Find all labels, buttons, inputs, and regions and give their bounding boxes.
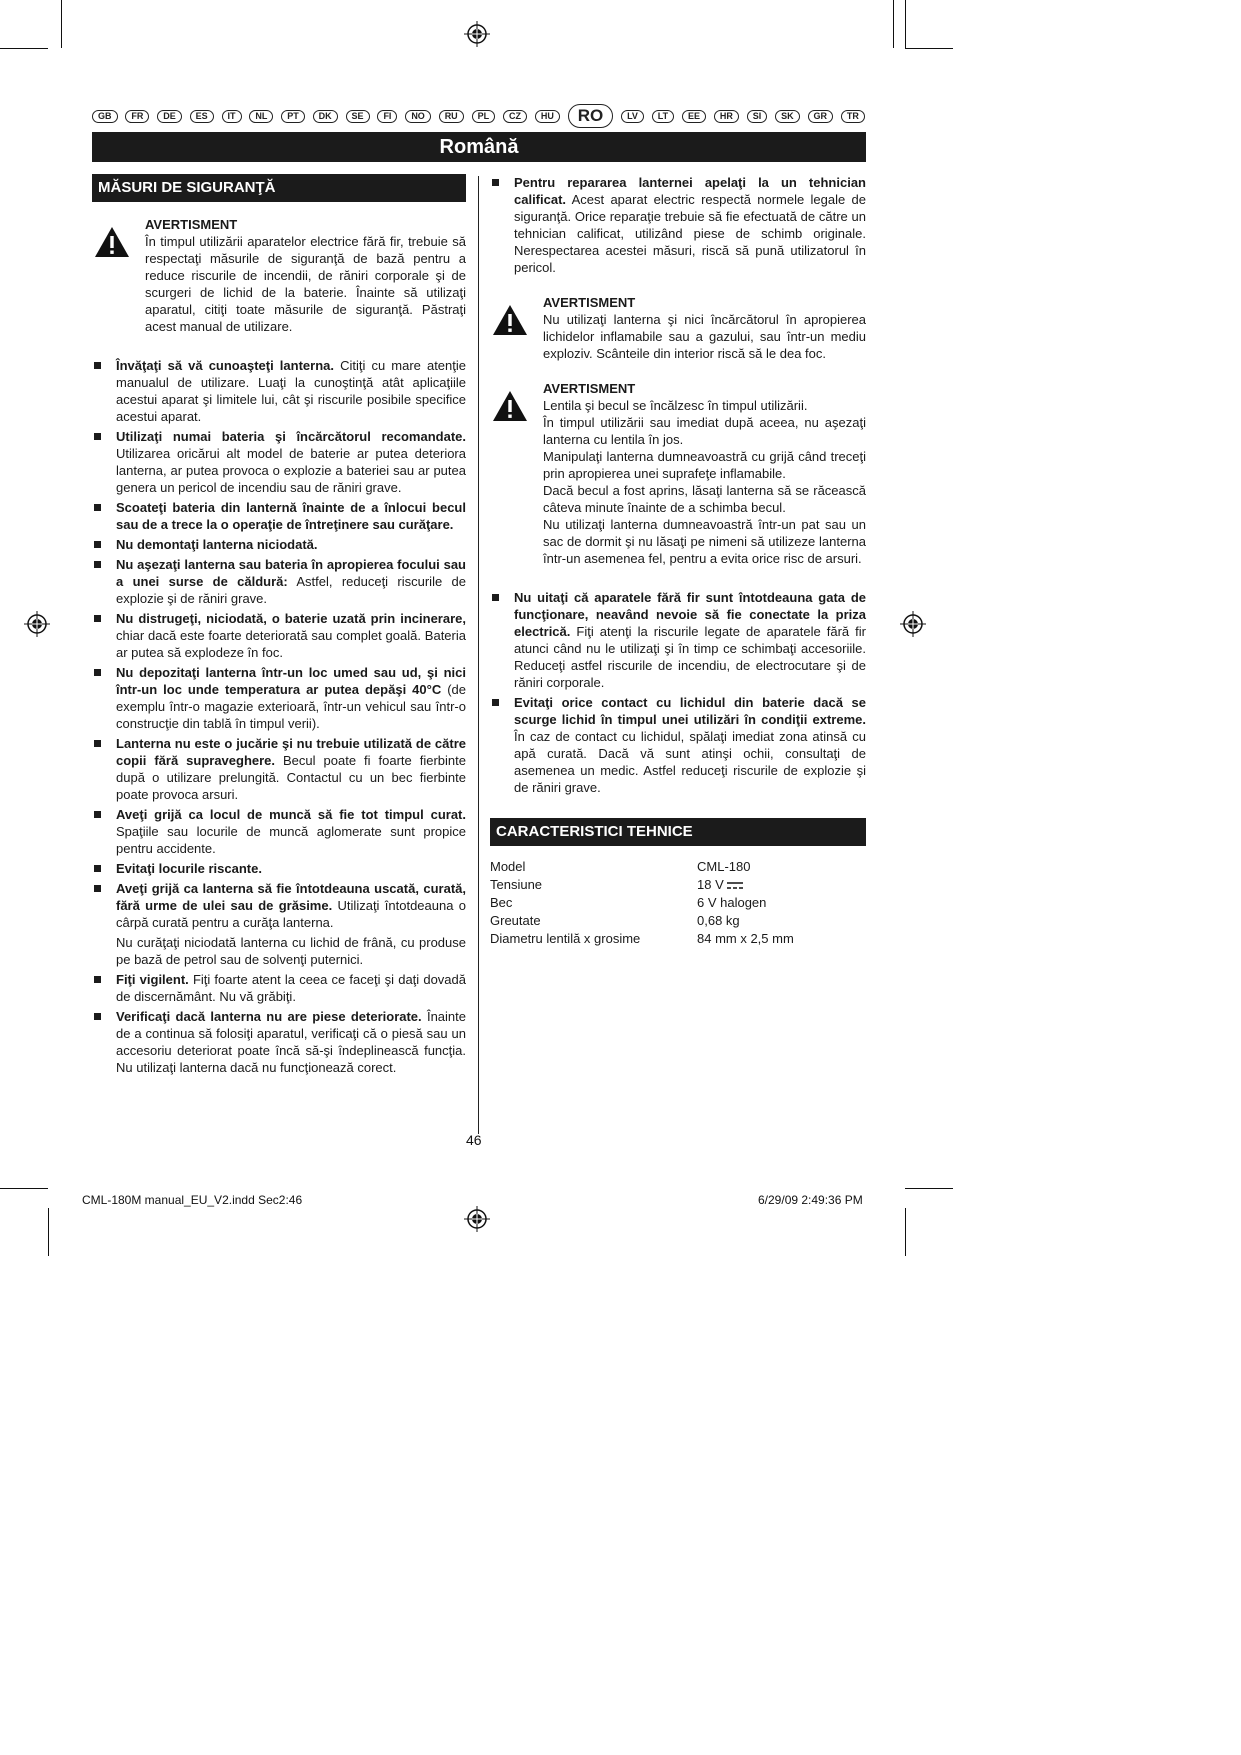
item-bold: Nu demontaţi lanterna niciodată. [116,537,318,552]
warning-line: Lentila şi becul se încălzesc în timpul utilizării. [543,398,808,413]
list-item [92,806,466,857]
item-bold: Nu aşezaţi lanterna sau bateria în apropierea focului sau a unei surse de căldură: [116,557,466,589]
spec-label: Diametru lentilă x grosime [490,931,641,946]
warning-icon [94,226,130,258]
crop-mark [0,1188,48,1189]
warning-block [490,380,866,567]
list-item [92,610,466,661]
bullet-icon [94,541,101,548]
footer-file-info: CML-180M manual_EU_V2.indd Sec2:46 [82,1193,303,1207]
crop-mark [48,1208,49,1256]
footer-timestamp: 6/29/09 2:49:36 PM [758,1193,863,1207]
item-text: chiar dacă este foarte deteriorată sau complet goală. Bateria ar putea să explodeze în foc. [116,628,466,660]
warning-icon [492,304,528,336]
list-item [490,694,866,796]
spec-value [697,876,866,894]
warning-title: AVERTISMENT [543,381,636,396]
item-text: Înainte de a continua să folosiţi aparatul, verificaţi că o piesă sau un accesoriu deteriorat poate încă să-şi îndeplinească funcţia. Nu utilizaţi lanterna dacă nu funcţionează corect. [116,1009,466,1075]
language-it: IT [222,110,242,123]
registration-mark-icon [900,611,926,637]
language-pl: PL [472,110,496,123]
language-dk: DK [313,110,338,123]
safety-heading: MĂSURI DE SIGURANŢĂ [92,174,466,202]
spec-label: Greutate [490,913,541,928]
bullet-icon [94,362,101,369]
language-hu: HU [535,110,560,123]
bullet-icon [94,976,101,983]
list-item [92,556,466,607]
language-fr: FR [125,110,149,123]
list-item [92,1008,466,1076]
warning-line: Manipulaţi lanterna dumneavoastră cu grijă când treceţi prin apropierea unei suprafeţe inflamabile. [543,449,866,481]
language-ru: RU [439,110,464,123]
item-bold: Nu uitaţi că aparatele fără fir sunt întotdeauna gata de funcţionare, neavând nevoie să fie conectate la priza electrică. [514,590,866,639]
item-extra-text: Nu curăţaţi niciodată lanterna cu lichid de frână, cu produse pe bază de petrol sau de solvenţi puternici. [116,935,466,967]
item-text: Acest aparat electric respectă normele legale de siguranţă. Orice reparaţie trebuie să fie efectuată de către un tehnician calificat, utilizând piese de schimb originale. Nerespectarea acestei măsuri, riscă să pună utilizatorul în pericol. [514,192,866,275]
item-text: Utilizaţi întotdeauna o cârpă curată pentru a curăţa lanterna. [116,898,466,930]
warning-icon [492,390,528,422]
item-bold: Pentru repararea lanternei apelaţi la un tehnician calificat. [514,175,866,207]
list-item [92,664,466,732]
language-si: SI [747,110,768,123]
specs-table [490,858,866,948]
specs-heading: CARACTERISTICI TEHNICE [490,818,866,846]
bullet-icon [94,811,101,818]
registration-mark-icon [464,1206,490,1232]
bullet-icon [492,699,499,706]
warning-block [92,216,466,335]
warning-line: În timpul utilizării sau imediat după aceea, nu aşezaţi lanterna cu lentila în jos. [543,415,866,447]
language-de: DE [157,110,182,123]
safety-list-2 [490,589,866,796]
warning-line: Nu utilizaţi lanterna dumneavoastră într-un pat sau un sac de dormit şi nu lăsaţi pe nimeni să utilizeze lanterna într-un asemenea fel, pentru a evita orice risc de arsuri. [543,517,866,566]
item-bold: Lanterna nu este o jucărie şi nu trebuie utilizată de către copii fără supraveghere. [116,736,466,768]
language-no: NO [405,110,431,123]
safety-list [92,357,466,1076]
item-bold: Aveţi grijă ca lanterna să fie întotdeauna uscată, curată, fără urme de ulei sau de grăsime. [116,881,466,913]
language-gr: GR [808,110,834,123]
list-item [92,499,466,533]
language-bar [92,104,865,128]
spec-label: Bec [490,895,513,910]
spec-label: Model [490,859,526,874]
bullet-icon [94,561,101,568]
dc-symbol-icon [727,881,743,890]
bullet-icon [94,615,101,622]
bullet-icon [94,740,101,747]
language-hr: HR [714,110,739,123]
spec-value: 84 mm x 2,5 mm [697,931,794,946]
bullet-icon [94,1013,101,1020]
bullet-icon [94,885,101,892]
language-fi: FI [377,110,397,123]
crop-mark [905,1208,906,1256]
left-column [92,174,466,1079]
item-text: Citiţi cu mare atenţie manualul de utilizare. Luaţi la cunoştinţă atât aplicaţiile acestui aparat şi limitele lui, cât şi riscurile posibile specifice acestui aparat. [116,358,466,424]
item-bold: Scoateţi bateria din lanternă înainte de a înlocui becul sau de a trece la o operaţie de întreţinere sau curăţare. [116,500,466,532]
language-se: SE [346,110,370,123]
list-item [490,174,866,276]
item-bold: Nu depozitaţi lanterna într-un loc umed sau ud, şi nici într-un loc unde temperatura ar putea depăşi 40°C [116,665,466,697]
crop-mark [0,48,48,49]
column-divider [478,176,479,1134]
registration-mark-icon [24,611,50,637]
warning-title: AVERTISMENT [145,217,238,232]
bullet-icon [94,504,101,511]
item-bold: Aveţi grijă ca locul de muncă să fie tot timpul curat. [116,807,466,822]
language-tr: TR [841,110,865,123]
bullet-icon [94,865,101,872]
item-text: În caz de contact cu lichidul, spălaţi imediat zona atinsă cu apă curată. Dacă vă sunt atinşi ochii, consultaţi de asemenea un medic. Astfel reduceţi riscurile de explozie şi de răniri grave. [514,729,866,795]
language-nl: NL [249,110,273,123]
crop-mark [905,0,906,48]
item-bold: Verificaţi dacă lanterna nu are piese deteriorate. [116,1009,422,1024]
item-text: Utilizarea oricărui alt model de baterie ar putea deteriora lanterna, ar putea provoca o explozie a bateriei sau ar putea genera un pericol de incendiu sau de răniri grave. [116,446,466,495]
list-item [92,971,466,1005]
crop-mark [905,48,953,49]
list-item [92,428,466,496]
language-ee: EE [682,110,706,123]
bullet-icon [94,669,101,676]
page-number: 46 [466,1132,482,1148]
item-bold: Utilizaţi numai bateria şi încărcătorul recomandate. [116,429,466,444]
language-es: ES [190,110,214,123]
warning-title: AVERTISMENT [543,295,636,310]
repair-list [490,174,866,276]
registration-mark-icon [464,21,490,47]
language-sk: SK [775,110,800,123]
list-item [92,357,466,425]
item-bold: Nu distrugeţi, niciodată, o baterie uzată prin incinerare, [116,611,466,626]
list-item [92,880,466,968]
item-bold: Evitaţi orice contact cu lichidul din baterie dacă se scurge lichid în timpul unei utilizări în condiţii extreme. [514,695,866,727]
bullet-icon [492,179,499,186]
language-lv: LV [621,110,644,123]
language-ro: RO [568,104,614,128]
list-item [92,536,466,553]
item-text: (de exemplu într-o magazie exterioară, într-un vehicul sau într-o construcţie din tablă în timpul verii). [116,682,466,731]
crop-mark [61,0,62,48]
item-text: Fiţi atenţi la riscurile legate de aparatele fără fir atunci când nu le utilizaţi şi în timp ce schimbaţi accesoriile. Reduceţi astfel riscurile de incendiu, de electrocutare şi de răniri corporale. [514,624,866,690]
warning-block [490,294,866,362]
item-bold: Evitaţi locurile riscante. [116,861,262,876]
spec-value: 6 V halogen [697,895,767,910]
list-item [92,860,466,877]
right-column [490,174,866,948]
page-title: Română [92,132,866,162]
bullet-icon [492,594,499,601]
list-item [92,735,466,803]
item-text: Fiţi foarte atent la ceea ce faceţi şi daţi dovadă de discernământ. Nu vă grăbiţi. [116,972,466,1004]
spec-value-text: 18 V [697,877,724,892]
item-text: Astfel, reduceţi riscurile de explozie şi de răniri grave. [116,574,466,606]
crop-mark [905,1188,953,1189]
item-bold: Învăţaţi să vă cunoaşteţi lanterna. [116,358,334,373]
warning-text: Nu utilizaţi lanterna şi nici încărcătorul în apropierea lichidelor inflamabile sau a gazului, sau într-un mediu exploziv. Scânteile din interior riscă să le dea foc. [543,312,866,361]
item-text: Becul poate fi foarte fierbinte după o utilizare prelungită. Contactul cu un bec fierbinte poate provoca arsuri. [116,753,466,802]
language-lt: LT [652,110,674,123]
item-text: Spaţiile sau locurile de muncă aglomerate sunt propice pentru accidente. [116,824,466,856]
language-gb: GB [92,110,118,123]
list-item [490,589,866,691]
spec-value: 0,68 kg [697,913,740,928]
item-bold: Fiţi vigilent. [116,972,189,987]
language-pt: PT [281,110,305,123]
language-cz: CZ [503,110,527,123]
spec-value: CML-180 [697,859,751,874]
warning-line: Dacă becul a fost aprins, lăsaţi lanterna să se răcească câteva minute înainte de a schimba becul. [543,483,866,515]
crop-mark [893,0,894,48]
bullet-icon [94,433,101,440]
spec-label: Tensiune [490,877,543,892]
warning-text: În timpul utilizării aparatelor electrice fără fir, trebuie să respectaţi măsurile de siguranţă de bază pentru a reduce riscurile de incendii, de răniri corporale şi de scurgeri de lichid de la baterie. Înainte să utilizaţi aparatul, citiţi toate măsurile de siguranţă. Păstraţi acest manual de utilizare. [145,234,466,334]
